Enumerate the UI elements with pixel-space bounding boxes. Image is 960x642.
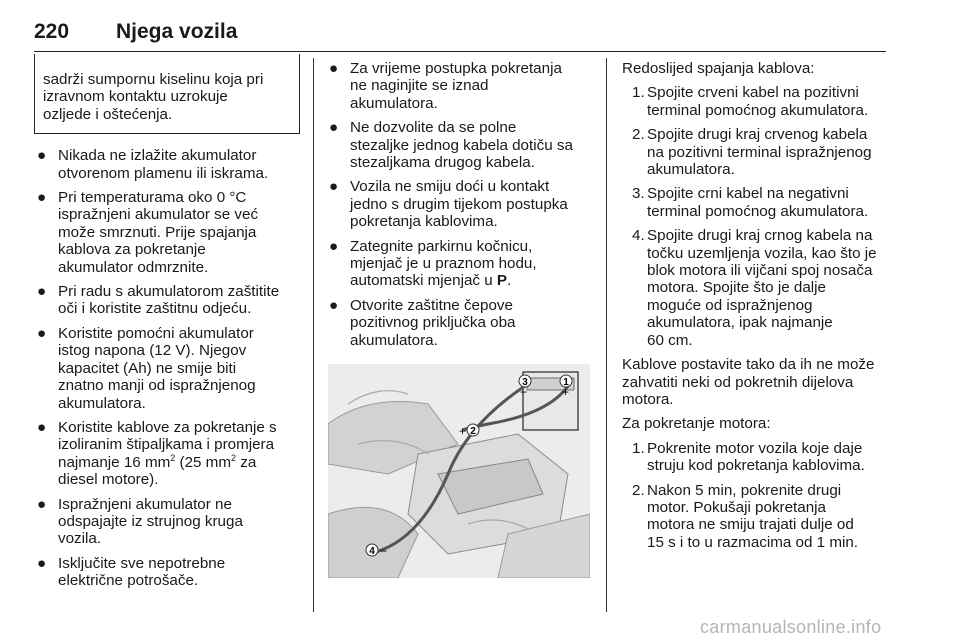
list-item [622,482,892,552]
text-line: Pri radu s akumulatorom zaštitite [58,283,280,301]
text-line: oči i koristite zaštitnu odjeću. [58,300,252,318]
text-line: Nakon 5 min, pokrenite drugi [647,481,842,499]
list-item [622,440,892,475]
text-line: izoliranim štipaljkama i promjera [58,436,275,454]
step-number: 2. [632,481,645,499]
gear-p-label: P [496,272,508,290]
text-line: ne naginjite se iznad [350,77,489,95]
text-line: diesel motore). [58,471,159,489]
text-span: za [236,453,257,471]
warning-box [34,54,300,134]
text-line: 60 cm. [647,331,693,349]
label-2: 2 [470,426,476,437]
bullet-icon: ● [37,147,47,165]
text-span: . [507,272,512,290]
text-line: otvorenom plamenu ili iskrama. [58,164,269,182]
text-line: električne potrošače. [58,572,199,590]
warning-line: sadrži sumpornu kiselinu koja pri [43,71,264,88]
procedure-list [326,60,596,349]
list-item [622,126,892,178]
bullet-icon: ● [329,296,339,314]
text-line: akumulatora. [647,161,735,179]
plus-sign: + [459,424,467,438]
connection-steps [622,84,892,349]
label-3: 3 [522,377,528,388]
list-item [34,325,302,412]
section-intro: Za pokretanje motora: [622,415,771,433]
text-line: akumulatora, ipak najmanje [647,314,833,332]
jump-start-illustration [328,364,590,578]
text-line: akumulator odmrznite. [58,258,209,276]
text-line: Nikada ne izlažite akumulator [58,147,257,165]
text-line: Spojite crni kabel na negativni [647,185,849,203]
step-number: 1. [632,439,645,457]
text-line: Pri temperaturama oko 0 °C [58,189,247,207]
list-item [326,60,596,112]
text-line: terminal pomoćnog akumulatora. [647,101,869,119]
text-line: Ispražnjeni akumulator ne [58,495,232,513]
list-item [622,84,892,119]
list-item [34,419,302,489]
text-line: struju kod pokretanja kablovima. [647,457,865,475]
text-line: Otvorite zaštitne čepove [350,296,513,314]
text-line: motora. [622,390,674,408]
bullet-icon: ● [329,178,339,196]
text-line: terminal pomoćnog akumulatora. [647,202,869,220]
column-divider-2 [606,58,607,612]
text-line: motora ne smiju trajati dulje od [647,516,854,534]
engine-bay-drawing [328,364,590,578]
start-steps [622,440,892,551]
text-line: akumulatora. [58,394,146,412]
text-line: Koristite kablove za pokretanje s [58,418,277,436]
plus-sign: + [562,385,570,399]
text-line: akumulatora. [350,94,438,112]
list-item [34,555,302,590]
list-item [326,119,596,171]
text-span: automatski mjenjač u [350,272,497,290]
text-line: zahvatiti neki od pokretnih dijelova [622,373,854,391]
warning-line: izravnom kontaktu uzrokuje [43,88,228,106]
bullet-icon: ● [37,324,47,342]
list-item [326,178,596,230]
text-line: točku uzemljenja vozila, kao što je [647,244,877,262]
list-item [34,189,302,276]
gear-line [350,272,596,289]
text-line: na pozitivni terminal ispražnjenog [647,143,872,161]
safety-list [34,147,302,589]
text-line: pozitivnog priključka oba [350,314,516,332]
text-line: 15 s i to u razmacima od 1 min. [647,533,859,551]
text-line: kapacitet (Ah) ne smije biti [58,359,237,377]
bullet-icon: ● [329,237,339,255]
text-line: motor. Pokušaji pokretanja [647,498,826,516]
text-line: akumulatora. [350,331,438,349]
text-line: može smrznuti. Prije spajanja [58,223,257,241]
minus-sign: − [520,385,528,399]
text-span: (25 mm [175,453,231,471]
column-2 [326,60,596,356]
list-item [34,496,302,548]
text-line: kablova za pokretanje [58,241,206,259]
text-line: Koristite pomoćni akumulator [58,324,254,342]
text-line: vozila. [58,530,102,548]
step-number: 1. [632,84,645,102]
bullet-icon: ● [37,189,47,207]
superscript: 2 [170,452,176,463]
bullet-icon: ● [329,119,339,137]
text-span: najmanje 16 mm [58,453,171,471]
watermark: carmanualsonline.info [700,617,882,637]
text-line: odspajajte iz strujnog kruga [58,512,243,530]
text-line: pokretanja kablovima. [350,213,498,231]
text-line: Zategnite parkirnu kočnicu, [350,237,533,255]
minus-sign: − [380,544,388,558]
text-line: Vozila ne smiju doći u kontakt [350,178,550,196]
text-line: blok motora ili vijčani spoj nosača [647,262,873,280]
step-number: 4. [632,227,645,245]
bullet-icon: ● [37,495,47,513]
text-line: ispražnjeni akumulator se već [58,206,259,224]
warning-line: ozljede i oštećenja. [43,105,173,123]
header-rule [34,51,886,52]
text-line: Spojite drugi kraj crnog kabela na [647,227,873,245]
list-item [34,147,302,182]
column-3 [622,60,892,558]
list-item [34,283,302,318]
list-item [326,297,596,349]
column-1 [34,54,302,597]
page-title: Njega vozila [116,20,238,43]
bullet-icon: ● [329,60,339,77]
label-4: 4 [369,546,375,557]
step-number: 3. [632,185,645,203]
bullet-icon: ● [37,554,47,572]
label-1: 1 [563,377,569,388]
section-intro: Redoslijed spajanja kablova: [622,60,815,77]
bullet-icon: ● [37,418,47,436]
list-item [326,238,596,290]
text-line: moguće od ispražnjenog [647,296,813,314]
cable-size-line [58,454,302,471]
bullet-icon: ● [37,283,47,301]
text-line: Ne dozvolite da se polne [350,119,517,137]
text-line: Isključite sve nepotrebne [58,554,226,572]
step-number: 2. [632,126,645,144]
text-line: Pokrenite motor vozila koje daje [647,439,863,457]
column-divider-1 [313,58,314,612]
cable-placement-paragraph [622,356,892,408]
text-line: jedno s drugim tijekom postupka [350,195,568,213]
page-header [0,0,960,54]
list-item [622,227,892,349]
text-line: mjenjač je u praznom hodu, [350,255,537,273]
page-number: 220 [34,20,70,43]
text-line: znatno manji od ispražnjenog [58,377,256,395]
text-line: Kablove postavite tako da ih ne može [622,356,875,374]
list-item [622,185,892,220]
text-line: motora. Spojite što je dalje [647,279,826,297]
text-line: Za vrijeme postupka pokretanja [350,60,562,77]
text-line: stezaljke jednog kabela dotiču sa [350,136,573,154]
text-line: Spojite drugi kraj crvenog kabela [647,126,868,144]
text-line: Spojite crveni kabel na pozitivni [647,84,859,102]
superscript: 2 [231,452,237,463]
text-line: stezaljkama drugog kabela. [350,154,535,172]
text-line: istog napona (12 V). Njegov [58,342,247,360]
